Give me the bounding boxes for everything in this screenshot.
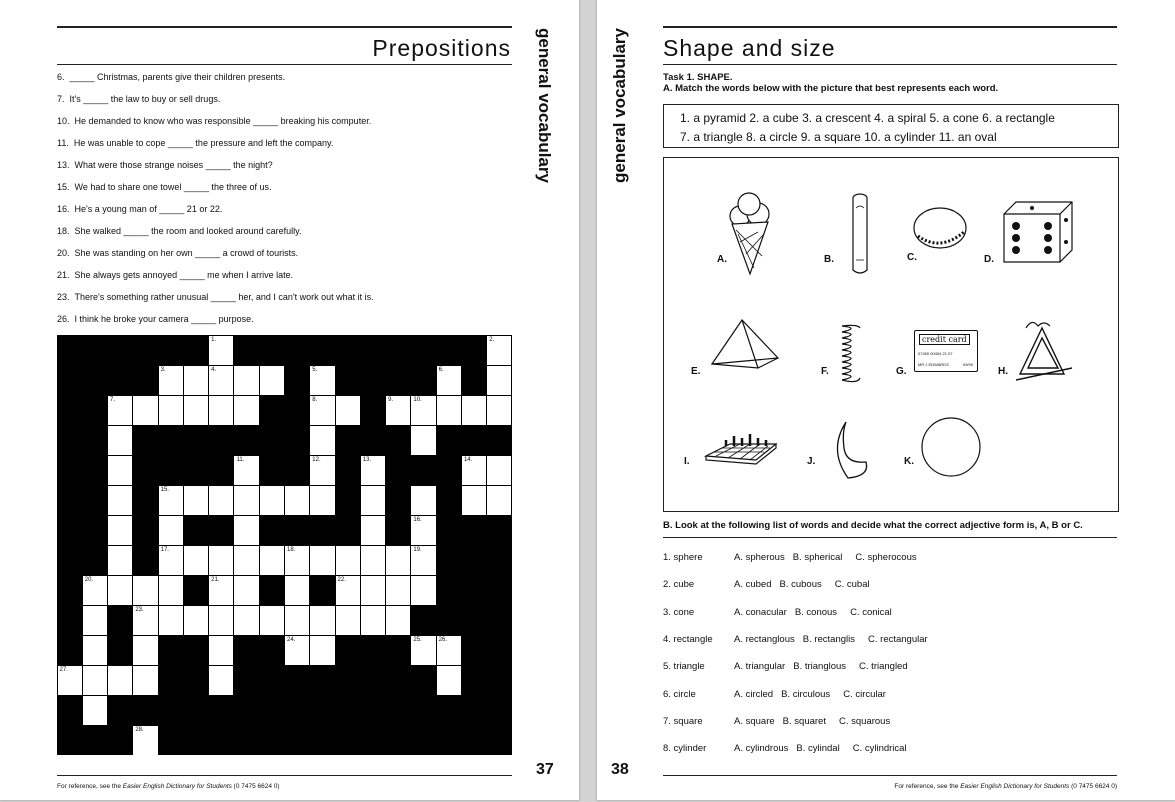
option-a: A. circled [734, 688, 774, 700]
crossword-cell[interactable] [285, 576, 309, 605]
crossword-cell[interactable] [184, 546, 208, 575]
crossword-cell[interactable] [234, 516, 258, 545]
clue-number: 16. [57, 204, 70, 214]
picture-label-c: C. [907, 252, 917, 263]
crossword-cell[interactable] [310, 456, 334, 485]
footer-pre: For reference, see the [894, 783, 961, 790]
crossword-cell[interactable] [437, 366, 461, 395]
cell-number: 22. [337, 576, 346, 583]
question-word: 7. square [663, 715, 703, 727]
crossword-cell[interactable] [108, 576, 132, 605]
word-line-1: 1. a pyramid 2. a cube 3. a crescent 4. a spiral 5. a cone 6. a rectangle [680, 111, 1055, 125]
crossword-cell[interactable] [336, 576, 360, 605]
page-title: Prepositions [372, 35, 511, 61]
crossword-cell[interactable] [437, 636, 461, 665]
question-word: 5. triangle [663, 661, 705, 673]
clue-text: He's a young man of _____ 21 or 22. [74, 204, 223, 214]
crossword-cell[interactable] [411, 486, 435, 515]
crossword-cell[interactable] [411, 396, 435, 425]
crossword-cell[interactable] [133, 606, 157, 635]
option-c: C. conical [850, 606, 892, 618]
crossword-cell[interactable] [361, 576, 385, 605]
crossword-cell[interactable] [487, 456, 511, 485]
instruction-rule [663, 537, 1117, 538]
clue-number: 23. [57, 292, 70, 302]
triangle-instrument-icon [1014, 318, 1074, 384]
oval-icon [912, 206, 968, 250]
clue-text: I think he broke your camera _____ purpose. [74, 314, 254, 324]
crossword-cell[interactable] [411, 426, 435, 455]
crossword-cell[interactable] [234, 366, 258, 395]
cell-number: 11. [236, 456, 245, 463]
option-b: B. squaret [782, 715, 826, 727]
crossword-cell[interactable] [437, 396, 461, 425]
crossword-cell[interactable] [487, 366, 511, 395]
options-bc [780, 579, 870, 590]
cell-number: 27. [59, 666, 68, 673]
picture-label-j: J. [807, 456, 816, 467]
word-line-2: 7. a triangle 8. a circle 9. a square 10. a cylinder 11. an oval [680, 130, 997, 144]
option-a: A. rectanglous [734, 633, 795, 645]
crossword-cell[interactable] [310, 636, 334, 665]
cell-number: 8. [312, 396, 318, 403]
dice-icon [1002, 200, 1074, 264]
cell-number: 6. [438, 366, 444, 373]
option-b: B. conous [794, 606, 838, 618]
crossword-cell[interactable] [209, 336, 233, 365]
clue-number: 20. [57, 248, 70, 258]
circle-icon [920, 416, 982, 478]
bottom-rule [57, 775, 512, 776]
clue-item [57, 94, 220, 104]
page-number-right: 38 [611, 761, 629, 778]
option-a: A. square [734, 715, 775, 727]
clue-text: She always gets annoyed _____ me when I arrive late. [74, 270, 294, 280]
clue-text: He was unable to cope _____ the pressure and left the company. [73, 138, 334, 148]
cell-number: 7. [110, 396, 116, 403]
picture-label-i: I. [684, 456, 690, 467]
option-b: B. circulous [781, 688, 831, 700]
crossword-cell[interactable] [108, 396, 132, 425]
option-a: A. conacular [734, 606, 787, 618]
footer-reference [57, 783, 280, 790]
question-word: 4. rectangle [663, 633, 713, 645]
crossword-cell[interactable] [487, 396, 511, 425]
crossword-cell[interactable] [159, 366, 183, 395]
crossword-cell[interactable] [285, 546, 309, 575]
clue-number: 18. [57, 226, 70, 236]
clue-item [57, 160, 273, 170]
crossword-cell[interactable] [83, 636, 107, 665]
crossword-cell[interactable] [234, 486, 258, 515]
footer-reference-right [894, 783, 1117, 790]
option-b: B. trianglous [793, 661, 847, 673]
crossword-cell[interactable] [285, 606, 309, 635]
cell-number: 10. [413, 396, 422, 403]
left-page [0, 0, 579, 800]
option-b: B. cylindal [796, 743, 840, 755]
options-bc [783, 716, 891, 727]
crossword-cell[interactable] [234, 396, 258, 425]
cell-number: 15. [160, 486, 169, 493]
footer-book: Easier English Dictionary for Students [122, 783, 232, 790]
crescent-icon [826, 420, 872, 480]
top-rule [57, 26, 512, 28]
crossword-cell[interactable] [260, 546, 284, 575]
cell-number: 9. [388, 396, 394, 403]
crossword-cell[interactable] [133, 726, 157, 755]
crossword-cell[interactable] [209, 396, 233, 425]
crossword-cell[interactable] [361, 546, 385, 575]
option-a: A. cylindrous [734, 743, 789, 755]
crossword-cell[interactable] [285, 636, 309, 665]
crossword-cell[interactable] [361, 456, 385, 485]
crossword-cell[interactable] [159, 516, 183, 545]
cell-number: 3. [160, 366, 166, 373]
crossword-cell[interactable] [83, 696, 107, 725]
question-word: 8. cylinder [663, 743, 707, 755]
card-number: 07450 00454 21 07 [918, 351, 953, 356]
clue-number: 10. [57, 116, 70, 126]
option-b: B. spherical [792, 552, 843, 563]
options-bc [795, 607, 892, 618]
crossword-cell[interactable] [234, 456, 258, 485]
option-c: C. spherocous [855, 552, 917, 563]
clue-number: 15. [57, 182, 70, 192]
picture-label-k: K. [904, 456, 914, 467]
options-bc [793, 661, 907, 672]
crossword-cell[interactable] [184, 486, 208, 515]
crossword-cell[interactable] [234, 576, 258, 605]
clue-item [57, 226, 302, 236]
cell-number: 21. [211, 576, 220, 583]
crossword-cell[interactable] [133, 666, 157, 695]
crossword-cell[interactable] [108, 546, 132, 575]
instruction-b: B. Look at the following list of words and decide what the correct adjective form is, A, B or C. [663, 520, 1083, 531]
crossword-cell[interactable] [310, 366, 334, 395]
crossword-cell[interactable] [133, 636, 157, 665]
picture-label-f: F. [821, 366, 829, 377]
crossword-cell[interactable] [159, 546, 183, 575]
options-bc [803, 634, 928, 645]
option-c: C. squarous [838, 715, 891, 727]
crossword-cell[interactable] [336, 546, 360, 575]
cell-number: 18. [287, 546, 296, 553]
cell-number: 24. [287, 636, 296, 643]
picture-box [663, 157, 1119, 512]
crossword-cell[interactable] [159, 576, 183, 605]
page-number: 37 [536, 761, 554, 778]
clue-item [57, 182, 271, 192]
crossword-cell[interactable] [462, 396, 486, 425]
picture-label-g: G. [896, 366, 907, 377]
cell-number: 13. [362, 456, 372, 463]
crossword-cell[interactable] [386, 396, 410, 425]
picture-label-d: D. [984, 254, 994, 265]
option-c: C. cylindrical [852, 743, 907, 755]
crossword-cell[interactable] [209, 486, 233, 515]
page-title-right: Shape and size [663, 35, 836, 61]
cell-number: 4. [211, 366, 217, 373]
card-name: MR J EDWARDS [918, 362, 949, 367]
crossword-cell[interactable] [462, 456, 486, 485]
crossword-cell[interactable] [361, 606, 385, 635]
crossword-cell[interactable] [209, 606, 233, 635]
crossword-cell[interactable] [437, 666, 461, 695]
crossword-cell[interactable] [260, 486, 284, 515]
clue-item [57, 72, 285, 82]
option-b: B. rectanglis [802, 633, 856, 645]
crossword-cell[interactable] [184, 396, 208, 425]
cell-number: 26. [438, 636, 447, 643]
picture-label-b: B. [824, 254, 834, 265]
question-word: 6. circle [663, 688, 696, 700]
crossword-cell[interactable] [310, 606, 334, 635]
option-a: A. cubed [734, 579, 772, 591]
crossword-cell[interactable] [108, 516, 132, 545]
crossword-cell[interactable] [310, 426, 334, 455]
crossword-cell[interactable] [411, 516, 435, 545]
crossword-cell[interactable] [260, 366, 284, 395]
crossword-cell[interactable] [411, 546, 435, 575]
side-label-right: general vocabulary [610, 28, 629, 183]
card-title: credit card [919, 334, 970, 345]
clue-number: 13. [57, 160, 70, 170]
crossword-cell[interactable] [209, 636, 233, 665]
cell-number: 16. [413, 516, 422, 523]
cell-number: 28. [135, 726, 144, 733]
question-word: 2. cube [663, 579, 695, 591]
crossword-grid [57, 335, 512, 755]
crossword-cell[interactable] [310, 546, 334, 575]
crossword-cell[interactable] [209, 546, 233, 575]
crossword-cell[interactable] [108, 456, 132, 485]
option-c: C. triangled [859, 661, 908, 673]
bottom-rule-right [663, 775, 1117, 776]
cell-number: 5. [312, 366, 318, 373]
clue-number: 7. [57, 94, 65, 104]
picture-label-e: E. [691, 366, 701, 377]
crossword-cell[interactable] [285, 486, 309, 515]
crossword-cell[interactable] [108, 426, 132, 455]
crossword-cell[interactable] [386, 576, 410, 605]
spring-icon [836, 322, 866, 386]
options-bc [793, 552, 917, 563]
question-word: 1. sphere [663, 552, 703, 563]
crossword-cell[interactable] [159, 606, 183, 635]
crossword-cell[interactable] [411, 576, 435, 605]
crossword-cell[interactable] [260, 606, 284, 635]
crossword-cell[interactable] [159, 396, 183, 425]
clue-text: It's _____ the law to buy or sell drugs. [69, 94, 221, 104]
cell-number: 2. [489, 336, 495, 343]
option-c: C. cubal [834, 579, 870, 591]
clue-number: 21. [57, 270, 70, 280]
crossword-cell[interactable] [83, 576, 107, 605]
crossword-cell[interactable] [234, 546, 258, 575]
crossword-cell[interactable] [386, 606, 410, 635]
crossword-cell[interactable] [83, 606, 107, 635]
option-b: B. cubous [779, 579, 822, 591]
cell-number: 20. [84, 576, 94, 583]
crossword-cell[interactable] [234, 606, 258, 635]
options-bc [781, 689, 886, 700]
clue-text: What were those strange noises _____ the night? [74, 160, 273, 170]
crossword-cell[interactable] [487, 486, 511, 515]
title-rule-right [663, 64, 1117, 65]
side-label: general vocabulary [535, 28, 554, 183]
crossword-cell[interactable] [209, 576, 233, 605]
cell-number: 19. [413, 546, 422, 553]
card-date: 09/99 [962, 362, 973, 367]
ice-cream-cone-icon [726, 190, 774, 276]
top-rule-right [663, 26, 1117, 28]
crossword-cell[interactable] [133, 396, 157, 425]
word-box [663, 104, 1119, 148]
crossword-cell[interactable] [310, 396, 334, 425]
cylinder-icon [848, 192, 872, 276]
clue-text: _____ Christmas, parents give their children presents. [69, 72, 286, 82]
option-a: A. triangular [734, 661, 786, 673]
crossword-cell[interactable] [83, 666, 107, 695]
crossword-cell[interactable] [411, 636, 435, 665]
clue-text: He demanded to know who was responsible _____ breaking his computer. [74, 116, 372, 126]
crossword-cell[interactable] [462, 486, 486, 515]
clue-text: She was standing on her own _____ a crowd of tourists. [74, 248, 299, 258]
clue-text: We had to share one towel _____ the three of us. [74, 182, 272, 192]
footer-book: Easier English Dictionary for Students [960, 783, 1070, 790]
cell-number: 25. [413, 636, 422, 643]
clue-number: 6. [57, 72, 65, 82]
crossword-cell[interactable] [184, 366, 208, 395]
crossword-cell[interactable] [336, 396, 360, 425]
clue-item [57, 204, 222, 214]
crossword-cell[interactable] [487, 336, 511, 365]
cell-number: 1. [211, 336, 217, 343]
clue-text: There's something rather unusual _____ her, and I can't work out what it is. [74, 292, 374, 302]
cell-number: 14. [463, 456, 473, 463]
question-word: 3. cone [663, 606, 695, 618]
clue-item [57, 116, 371, 126]
clue-item [57, 292, 374, 302]
cell-number: 17. [160, 546, 169, 553]
option-a: A. spherous [734, 552, 785, 563]
footer-pre: For reference, see the [57, 783, 123, 790]
crossword-cell[interactable] [184, 606, 208, 635]
task-heading: Task 1. SHAPE. [663, 72, 733, 83]
option-c: C. circular [843, 688, 886, 700]
clue-item [57, 314, 254, 324]
crossword-cell[interactable] [159, 486, 183, 515]
clue-number: 26. [57, 314, 70, 324]
crossword-cell[interactable] [209, 366, 233, 395]
crossword-cell[interactable] [108, 666, 132, 695]
crossword-cell[interactable] [336, 606, 360, 635]
title-rule [57, 64, 512, 65]
chessboard-icon [704, 430, 778, 466]
crossword-cell[interactable] [209, 666, 233, 695]
clue-item [57, 248, 298, 258]
crossword-cell[interactable] [361, 486, 385, 515]
crossword-cell[interactable] [386, 546, 410, 575]
crossword-cell[interactable] [133, 576, 157, 605]
clue-item [57, 270, 293, 280]
instruction-a: A. Match the words below with the picture that best represents each word. [663, 83, 999, 94]
clue-text: She walked _____ the room and looked around carefully. [74, 226, 302, 236]
credit-card-icon [914, 330, 978, 372]
pyramid-icon [708, 318, 782, 370]
picture-label-a: A. [717, 254, 727, 265]
crossword-cell[interactable] [361, 516, 385, 545]
picture-label-h: H. [998, 366, 1008, 377]
clue-number: 11. [57, 138, 69, 148]
footer-post: (0 7475 6624 0) [231, 783, 280, 790]
option-c: C. rectangular [868, 633, 928, 645]
clue-item [57, 138, 333, 148]
crossword-cell[interactable] [58, 666, 82, 695]
cell-number: 12. [312, 456, 321, 463]
footer-post: (0 7475 6624 0) [1069, 783, 1117, 790]
options-bc [796, 743, 906, 754]
cell-number: 23. [135, 606, 144, 613]
crossword-cell[interactable] [108, 486, 132, 515]
crossword-cell[interactable] [310, 486, 334, 515]
